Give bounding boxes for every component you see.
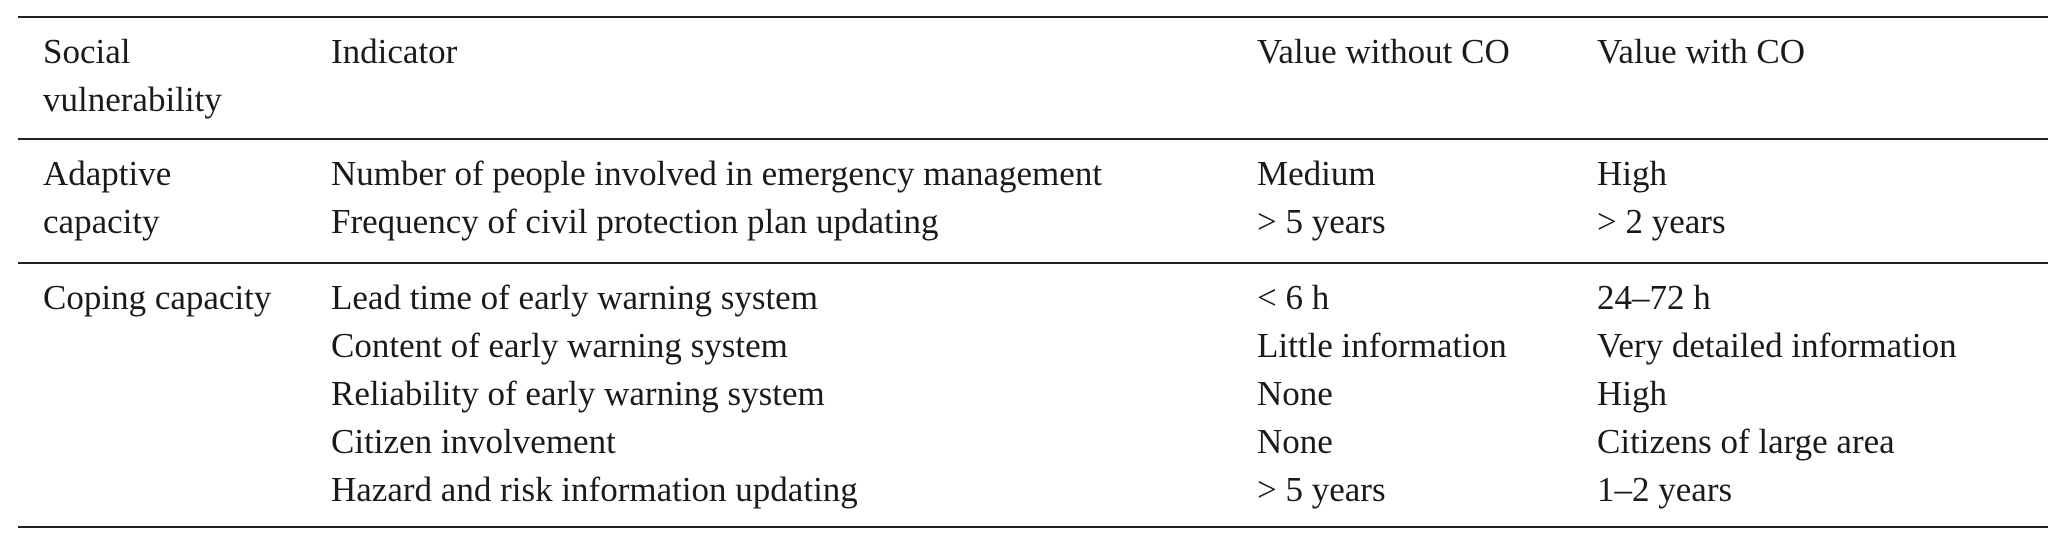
value-with-cell: > 2 years xyxy=(1597,202,1726,241)
value-with-cell: 24–72 h xyxy=(1597,278,1711,317)
value-without-cell: Little information xyxy=(1257,326,1507,365)
header-social-vulnerability xyxy=(18,17,331,139)
value-with-cell: Citizens of large area xyxy=(1597,422,1895,461)
indicator-cell: Lead time of early warning system xyxy=(331,278,818,317)
vulnerability-table-container xyxy=(18,16,2048,528)
table-row xyxy=(18,139,2048,198)
group-coping-capacity xyxy=(18,263,2048,527)
group-label-line-1: Coping capacity xyxy=(43,278,272,317)
table-row xyxy=(18,263,2048,322)
indicator-cell: Content of early warning system xyxy=(331,326,788,365)
value-without-cell: None xyxy=(1257,422,1333,461)
table-header xyxy=(18,17,2048,139)
value-with-cell: 1–2 years xyxy=(1597,470,1733,509)
header-value-with-co: Value with CO xyxy=(1597,32,1806,71)
indicator-cell: Reliability of early warning system xyxy=(331,374,825,413)
header-indicator: Indicator xyxy=(331,32,458,71)
group-label-line-2: capacity xyxy=(43,202,160,241)
value-with-cell: High xyxy=(1597,374,1667,413)
indicator-cell: Citizen involvement xyxy=(331,422,616,461)
value-without-cell: > 5 years xyxy=(1257,202,1386,241)
group-label-line-1: Adaptive xyxy=(43,154,172,193)
value-without-cell: > 5 years xyxy=(1257,470,1386,509)
group-label-adaptive-capacity xyxy=(18,139,331,263)
header-social-vulnerability-line-1: Social xyxy=(43,32,131,71)
vulnerability-indicators-table xyxy=(18,16,2048,528)
group-label-coping-capacity xyxy=(18,263,331,527)
value-with-cell: High xyxy=(1597,154,1667,193)
indicator-cell: Frequency of civil protection plan updating xyxy=(331,202,939,241)
group-adaptive-capacity xyxy=(18,139,2048,263)
value-without-cell: < 6 h xyxy=(1257,278,1330,317)
header-row xyxy=(18,17,2048,139)
indicator-cell: Number of people involved in emergency management xyxy=(331,154,1103,193)
header-social-vulnerability-line-2: vulnerability xyxy=(43,80,222,119)
value-without-cell: Medium xyxy=(1257,154,1376,193)
value-with-cell: Very detailed information xyxy=(1597,326,1957,365)
indicator-cell: Hazard and risk information updating xyxy=(331,470,858,509)
header-value-without-co: Value without CO xyxy=(1257,32,1510,71)
value-without-cell: None xyxy=(1257,374,1333,413)
